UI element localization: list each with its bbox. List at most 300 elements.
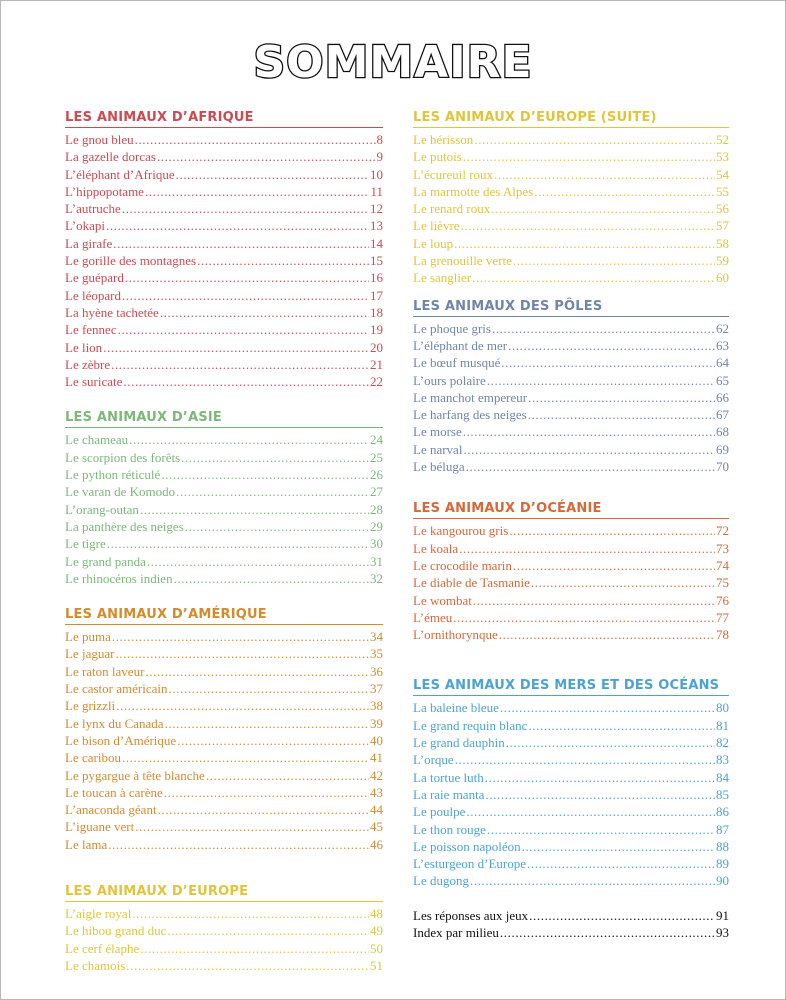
entry-name: Le wombat <box>413 592 472 608</box>
dot-leader <box>112 628 369 645</box>
dot-leader <box>473 592 715 609</box>
entry-name: Le koala <box>413 540 459 556</box>
entry-name: L’orang-outan <box>65 501 139 517</box>
entry-name: Le chameau <box>65 432 129 448</box>
dot-leader <box>118 321 369 338</box>
entry-page-number: 30 <box>370 536 383 552</box>
entry-page-number: 70 <box>716 459 729 475</box>
entry-page-number: 91 <box>716 908 729 923</box>
toc-entry[interactable] <box>413 557 729 574</box>
toc-entry[interactable] <box>65 501 383 518</box>
toc-entry[interactable] <box>413 200 729 217</box>
entry-name: La marmotte des Alpes <box>413 183 534 199</box>
entry-page-number: 67 <box>716 407 729 423</box>
entry-page-number: 52 <box>716 132 729 147</box>
entry-page-number: 74 <box>716 557 729 573</box>
entry-page-number: 54 <box>716 166 729 182</box>
entry-name: L’okapi <box>65 218 105 234</box>
entry-page-number: 21 <box>370 356 383 372</box>
dot-leader <box>487 821 715 838</box>
dot-leader <box>501 354 715 371</box>
entry-page-number: 28 <box>370 501 383 517</box>
toc-entry[interactable] <box>65 183 383 200</box>
toc-entry[interactable] <box>65 373 383 390</box>
toc-entry-reponses[interactable] <box>413 907 729 924</box>
entry-name: La baleine bleue <box>413 700 499 716</box>
entry-page-number: 60 <box>716 270 729 286</box>
toc-entry[interactable] <box>65 732 383 749</box>
dot-leader <box>129 431 369 448</box>
entry-name: Le poulpe <box>413 804 466 820</box>
dot-leader <box>132 905 369 922</box>
toc-entry[interactable] <box>65 663 383 680</box>
entry-name: Le hérisson <box>413 132 474 147</box>
toc-entry[interactable] <box>65 483 383 500</box>
toc-entry[interactable] <box>65 356 383 373</box>
entry-page-number: 46 <box>370 836 383 852</box>
toc-entry[interactable] <box>65 287 383 304</box>
entry-name: Le dugong <box>413 873 469 889</box>
entry-page-number: 58 <box>716 235 729 251</box>
toc-entry[interactable] <box>413 320 729 337</box>
entry-page-number: 62 <box>716 320 729 336</box>
dot-leader <box>123 373 369 390</box>
toc-entry[interactable] <box>413 872 729 889</box>
dot-leader <box>455 751 715 768</box>
entry-name: Le lama <box>65 836 108 852</box>
entry-page-number: 64 <box>716 355 729 371</box>
dot-leader <box>529 907 715 924</box>
toc-entry[interactable] <box>413 354 729 371</box>
entry-page-number: 77 <box>716 609 729 625</box>
entry-name: Le suricate <box>65 374 123 390</box>
toc-entry[interactable] <box>413 786 729 803</box>
entry-page-number: 44 <box>370 802 383 818</box>
entry-page-number: 87 <box>716 821 729 837</box>
section-title: LES ANIMAUX D’OCÉANIE <box>413 500 729 519</box>
toc-entry[interactable] <box>413 699 729 716</box>
dot-leader <box>176 483 369 500</box>
entry-page-number: 80 <box>716 700 729 716</box>
entry-page-number: 8 <box>376 132 383 147</box>
section-title: LES ANIMAUX D’AMÉRIQUE <box>65 606 383 625</box>
section-oceanie <box>413 500 729 643</box>
dot-leader <box>122 287 369 304</box>
entry-page-number: 12 <box>370 201 383 217</box>
dot-leader <box>115 645 369 662</box>
dot-leader <box>454 235 715 252</box>
section-title: LES ANIMAUX D’AFRIQUE <box>65 109 383 128</box>
page-title: SOMMAIRE <box>253 37 533 88</box>
entry-name: Le python réticulé <box>65 467 161 483</box>
toc-entry[interactable] <box>413 423 729 440</box>
toc-entry[interactable] <box>65 431 383 448</box>
entry-page-number: 57 <box>716 218 729 234</box>
dot-leader <box>453 609 715 626</box>
toc-entry[interactable] <box>413 626 729 643</box>
toc-entry-index[interactable] <box>413 924 729 941</box>
entry-page-number: 68 <box>716 424 729 440</box>
entry-name: Le grizzli <box>65 698 116 714</box>
toc-entry[interactable] <box>65 628 383 645</box>
toc-entry[interactable] <box>65 801 383 818</box>
entry-page-number: 18 <box>370 304 383 320</box>
entry-name: Le harfang des neiges <box>413 407 527 423</box>
entry-name: Le caribou <box>65 750 121 766</box>
dot-leader <box>487 372 715 389</box>
toc-entry[interactable] <box>65 905 383 922</box>
entry-name: Le zèbre <box>65 356 111 372</box>
toc-entry[interactable] <box>65 321 383 338</box>
dot-leader <box>463 441 715 458</box>
entry-page-number: 48 <box>370 905 383 921</box>
entry-page-number: 17 <box>370 287 383 303</box>
toc-entry[interactable] <box>65 645 383 662</box>
toc-entry[interactable] <box>65 131 383 148</box>
toc-entry[interactable] <box>65 749 383 766</box>
entry-name: Le bœuf musqué <box>413 355 501 371</box>
entry-name: La gazelle dorcas <box>65 149 156 165</box>
dot-leader <box>531 574 715 591</box>
dot-leader <box>499 626 715 643</box>
section-amerique <box>65 606 383 853</box>
toc-entry[interactable] <box>65 784 383 801</box>
toc-entry[interactable] <box>413 252 729 269</box>
toc-entry[interactable] <box>413 769 729 786</box>
entry-name: La tortue luth <box>413 769 484 785</box>
entry-page-number: 13 <box>370 218 383 234</box>
toc-entry[interactable] <box>413 458 729 475</box>
dot-leader <box>145 183 370 200</box>
entry-page-number: 11 <box>370 183 383 199</box>
dot-leader <box>164 784 369 801</box>
toc-entry[interactable] <box>65 957 383 974</box>
entry-page-number: 81 <box>716 717 729 733</box>
dot-leader <box>509 522 715 539</box>
section-asie <box>65 409 383 587</box>
dot-leader <box>527 855 715 872</box>
section-mers-oceans <box>413 677 729 889</box>
toc-entry[interactable] <box>413 406 729 423</box>
entry-name: Le phoque gris <box>413 320 491 336</box>
toc-entry[interactable] <box>413 592 729 609</box>
left-column <box>65 109 383 974</box>
dot-leader <box>116 697 369 714</box>
dot-leader <box>500 924 715 941</box>
section-title: LES ANIMAUX DES PÔLES <box>413 298 729 317</box>
entry-page-number: 83 <box>716 752 729 768</box>
toc-entry[interactable] <box>413 337 729 354</box>
entry-name: Le béluga <box>413 459 465 475</box>
toc-entry[interactable] <box>65 535 383 552</box>
toc-entry[interactable] <box>65 304 383 321</box>
entry-name: Le lion <box>65 339 103 355</box>
entry-page-number: 65 <box>716 372 729 388</box>
section-europe <box>65 883 383 974</box>
toc-entry[interactable] <box>413 540 729 557</box>
entry-page-number: 66 <box>716 389 729 405</box>
dot-leader <box>463 148 715 165</box>
toc-entry[interactable] <box>413 855 729 872</box>
section-title: LES ANIMAUX D’EUROPE <box>65 883 383 902</box>
dot-leader <box>485 786 715 803</box>
toc-entry[interactable] <box>65 680 383 697</box>
entry-page-number: 35 <box>370 646 383 662</box>
entry-name: Le castor américain <box>65 681 168 697</box>
entry-page-number: 40 <box>370 732 383 748</box>
toc-entry[interactable] <box>413 166 729 183</box>
toc-entry[interactable] <box>413 148 729 165</box>
entry-page-number: 15 <box>370 253 383 269</box>
entry-page-number: 50 <box>370 940 383 956</box>
entry-name: Le jaguar <box>65 646 115 662</box>
entry-name: L’iguane vert <box>65 819 135 835</box>
dot-leader <box>485 769 715 786</box>
entry-name: La hyène tachetée <box>65 304 159 320</box>
entry-name: Le grand dauphin <box>413 735 505 751</box>
toc-entry[interactable] <box>413 217 729 234</box>
entry-name: Le narval <box>413 441 463 457</box>
entry-page-number: 22 <box>370 374 383 390</box>
entry-name: Le putois <box>413 149 462 165</box>
dot-leader <box>528 717 715 734</box>
entry-page-number: 72 <box>716 523 729 539</box>
entry-page-number: 41 <box>370 750 383 766</box>
right-column <box>413 109 729 890</box>
entry-page-number: 84 <box>716 769 729 785</box>
toc-entry[interactable] <box>65 553 383 570</box>
dot-leader <box>513 252 715 269</box>
dot-leader <box>158 801 369 818</box>
entry-name: Le lynx du Canada <box>65 715 164 731</box>
entry-name: Le kangourou gris <box>413 523 509 539</box>
entry-name: Le thon rouge <box>413 821 486 837</box>
entry-page-number: 43 <box>370 784 383 800</box>
entry-name: L’hippopotame <box>65 183 144 199</box>
dot-leader <box>513 557 715 574</box>
dot-leader <box>206 767 369 784</box>
entry-page-number: 73 <box>716 540 729 556</box>
entry-name: Le manchot empereur <box>413 389 528 405</box>
toc-entry[interactable] <box>65 570 383 587</box>
dot-leader <box>461 217 715 234</box>
dot-leader <box>167 922 369 939</box>
entry-name: Le gorille des montagnes <box>65 253 197 269</box>
entry-page-number: 86 <box>716 804 729 820</box>
entry-name: L’écureuil roux <box>413 166 494 182</box>
entry-name: L’éléphant d’Afrique <box>65 166 175 182</box>
dot-leader <box>126 957 369 974</box>
entry-page-number: 26 <box>370 467 383 483</box>
toc-entry[interactable] <box>65 269 383 286</box>
toc-entry[interactable] <box>65 922 383 939</box>
entry-page-number: 14 <box>370 235 383 251</box>
entry-name: Index par milieu <box>413 925 499 941</box>
toc-entry[interactable] <box>65 518 383 535</box>
toc-entry[interactable] <box>65 166 383 183</box>
toc-entry[interactable] <box>413 717 729 734</box>
dot-leader <box>106 217 369 234</box>
entry-page-number: 16 <box>370 270 383 286</box>
dot-leader <box>135 131 376 148</box>
toc-entry[interactable] <box>65 715 383 732</box>
entry-name: Le fennec <box>65 322 117 338</box>
entry-name: Le puma <box>65 629 111 645</box>
toc-entry[interactable] <box>413 751 729 768</box>
toc-entry[interactable] <box>413 372 729 389</box>
section-title: LES ANIMAUX DES MERS ET DES OCÉANS <box>413 677 729 696</box>
entry-name: L’ours polaire <box>413 372 486 388</box>
toc-entry[interactable] <box>413 734 729 751</box>
entry-name: La panthère des neiges <box>65 518 184 534</box>
dot-leader <box>508 337 715 354</box>
dot-leader <box>108 836 369 853</box>
toc-entry[interactable] <box>65 200 383 217</box>
toc-entry[interactable] <box>65 697 383 714</box>
dot-leader <box>107 535 369 552</box>
entry-page-number: 27 <box>370 484 383 500</box>
toc-entry[interactable] <box>65 767 383 784</box>
entry-page-number: 82 <box>716 735 729 751</box>
entry-name: L’anaconda géant <box>65 802 157 818</box>
entry-name: Le lièvre <box>413 218 460 234</box>
section-title: LES ANIMAUX D’ASIE <box>65 409 383 428</box>
entry-name: Les réponses aux jeux <box>413 908 529 923</box>
toc-entry[interactable] <box>65 940 383 957</box>
entry-page-number: 75 <box>716 575 729 591</box>
dot-leader <box>161 466 369 483</box>
toc-entry[interactable] <box>65 252 383 269</box>
dot-leader <box>157 148 376 165</box>
dot-leader <box>103 339 369 356</box>
entry-page-number: 37 <box>370 681 383 697</box>
entry-name: Le tigre <box>65 536 106 552</box>
entry-name: Le varan de Komodo <box>65 484 176 500</box>
entry-page-number: 56 <box>716 201 729 217</box>
entry-name: Le cerf élaphe <box>65 940 140 956</box>
dot-leader <box>506 734 715 751</box>
entry-page-number: 39 <box>370 715 383 731</box>
entry-name: La girafe <box>65 235 113 251</box>
toc-entry[interactable] <box>413 522 729 539</box>
entry-page-number: 53 <box>716 149 729 165</box>
entry-name: Le crocodile marin <box>413 557 512 573</box>
entry-page-number: 85 <box>716 786 729 802</box>
entry-page-number: 20 <box>370 339 383 355</box>
extras-list <box>413 907 729 942</box>
dot-leader <box>147 553 369 570</box>
toc-entry[interactable] <box>65 466 383 483</box>
dot-leader <box>185 518 369 535</box>
entry-page-number: 24 <box>370 432 383 448</box>
entry-name: Le bison d’Amérique <box>65 732 177 748</box>
dot-leader <box>494 166 715 183</box>
entry-name: L’éléphant de mer <box>413 337 508 353</box>
dot-leader <box>160 304 369 321</box>
entry-name: Le grand requin blanc <box>413 717 528 733</box>
dot-leader <box>528 406 715 423</box>
toc-entry[interactable] <box>65 449 383 466</box>
toc-entry[interactable] <box>65 339 383 356</box>
entry-name: L’émeu <box>413 609 453 625</box>
toc-entry[interactable] <box>413 803 729 820</box>
dot-leader <box>111 356 369 373</box>
dot-leader <box>459 540 715 557</box>
toc-entry[interactable] <box>413 183 729 200</box>
toc-entry[interactable] <box>413 389 729 406</box>
entry-name: La grenouille verte <box>413 253 512 269</box>
toc-entry[interactable] <box>413 235 729 252</box>
toc-entry[interactable] <box>413 269 729 286</box>
entry-page-number: 25 <box>370 449 383 465</box>
entry-name: Le gnou bleu <box>65 132 134 147</box>
entry-page-number: 36 <box>370 663 383 679</box>
entry-name: Le diable de Tasmanie <box>413 575 530 591</box>
entry-page-number: 34 <box>370 629 383 645</box>
entry-name: Le hibou grand duc <box>65 923 167 939</box>
dot-leader <box>122 200 369 217</box>
toc-entry[interactable] <box>413 574 729 591</box>
toc-entry[interactable] <box>413 838 729 855</box>
entry-page-number: 42 <box>370 767 383 783</box>
toc-entry[interactable] <box>65 148 383 165</box>
entry-name: Le léopard <box>65 287 121 303</box>
toc-entry[interactable] <box>65 818 383 835</box>
entry-name: Le sanglier <box>413 270 472 286</box>
toc-entry[interactable] <box>413 131 729 148</box>
dot-leader <box>177 732 369 749</box>
entry-name: Le grand panda <box>65 553 146 569</box>
dot-leader <box>463 423 715 440</box>
section-title: LES ANIMAUX D’EUROPE (SUITE) <box>413 109 729 128</box>
entry-page-number: 69 <box>716 441 729 457</box>
dot-leader <box>135 818 369 835</box>
dot-leader <box>113 235 369 252</box>
dot-leader <box>140 501 369 518</box>
entry-page-number: 19 <box>370 322 383 338</box>
toc-entry[interactable] <box>413 441 729 458</box>
entry-name: La raie manta <box>413 786 485 802</box>
entry-name: L’autruche <box>65 201 121 217</box>
entry-page-number: 29 <box>370 518 383 534</box>
dot-leader <box>491 200 715 217</box>
dot-leader <box>145 663 369 680</box>
entry-page-number: 51 <box>370 957 383 973</box>
dot-leader <box>466 803 715 820</box>
entry-page-number: 9 <box>376 149 383 165</box>
entry-page-number: 88 <box>716 838 729 854</box>
toc-entry[interactable] <box>413 609 729 626</box>
dot-leader <box>125 269 369 286</box>
entry-name: Le renard roux <box>413 201 491 217</box>
entry-name: L’orque <box>413 752 454 768</box>
entry-name: Le scorpion des forêts <box>65 449 181 465</box>
dot-leader <box>534 183 715 200</box>
entry-page-number: 55 <box>716 183 729 199</box>
toc-entry[interactable] <box>65 217 383 234</box>
toc-entry[interactable] <box>65 235 383 252</box>
entry-name: Le toucan à carène <box>65 784 163 800</box>
dot-leader <box>474 131 715 148</box>
toc-entry[interactable] <box>65 836 383 853</box>
entry-name: Le morse <box>413 424 462 440</box>
entry-name: Le chamois <box>65 957 126 973</box>
entry-page-number: 93 <box>716 925 729 941</box>
dot-leader <box>492 320 715 337</box>
toc-entry[interactable] <box>413 821 729 838</box>
entry-name: Le poisson napoléon <box>413 838 521 854</box>
entry-page-number: 38 <box>370 698 383 714</box>
